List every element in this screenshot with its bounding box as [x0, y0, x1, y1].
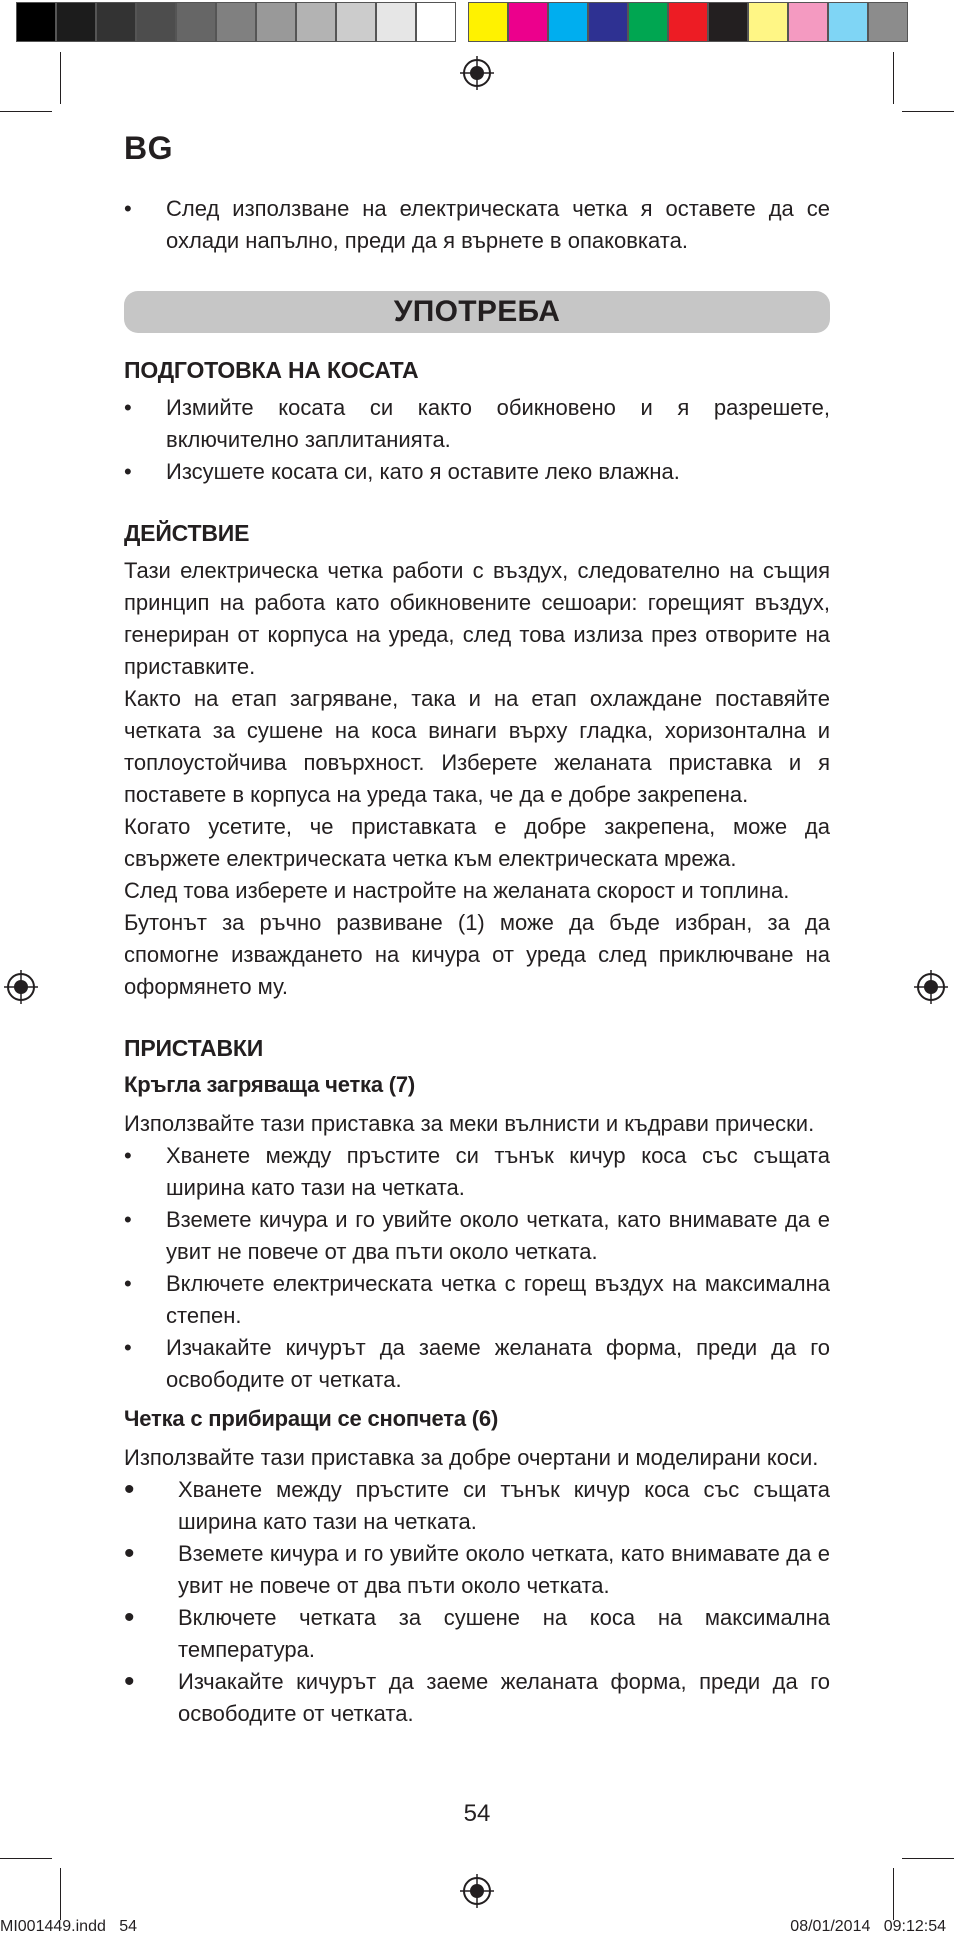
round-brush-list [124, 1140, 830, 1396]
gray-swatch [336, 2, 376, 42]
list-item: • След използване на електрическата четка я оставете да се охлади напълно, преди да я върнете в опаковката. [124, 193, 830, 257]
crop-mark [0, 1858, 52, 1859]
gray-swatch [256, 2, 296, 42]
list-item: • Включете четката за сушене на коса на максимална температура. [124, 1602, 830, 1666]
round-brush-title: Кръгла загряваща четка (7) [124, 1072, 416, 1097]
list-item: • Измийте косата си както обикновено и я разрешете, включително заплитанията. [124, 392, 830, 456]
language-code: BG [124, 130, 173, 166]
color-swatch [468, 2, 508, 42]
list-item: • Хванете между пръстите си тънък кичур коса със същата ширина като тази на четката. [124, 1140, 830, 1204]
gray-swatch [16, 2, 56, 42]
gray-swatch [416, 2, 456, 42]
operation-paragraph: Когато усетите, че приставката е добре закрепена, може да свържете електрическата четка към електрическата мрежа. [124, 814, 830, 871]
color-swatch [828, 2, 868, 42]
registration-mark-icon [914, 970, 948, 1004]
color-swatch [748, 2, 788, 42]
gray-swatch [96, 2, 136, 42]
retractable-brush-title: Четка с прибиращи се снопчета (6) [124, 1406, 499, 1431]
retractable-brush-intro: Използвайте тази приставка за добре очертани и моделирани коси. [124, 1445, 819, 1470]
list-item: • Изчакайте кичурът да заеме желаната форма, преди да го освободите от четката. [124, 1666, 830, 1730]
registration-mark-icon [460, 1874, 494, 1908]
file-slug: MI001449.indd 54 [0, 1918, 137, 1935]
gray-swatch [56, 2, 96, 42]
hair-prep-heading: ПОДГОТОВКА НА КОСАТА [124, 357, 419, 383]
gray-swatch [136, 2, 176, 42]
round-brush-intro: Използвайте тази приставка за меки вълнисти и къдрави прически. [124, 1111, 815, 1136]
operation-paragraph: Тази електрическа четка работи с въздух, следователно на същия принцип на работа като обикновените сешоари: горещият въздух, генериран от корпуса на уреда, след това излиза през отворите на приставките. [124, 558, 830, 679]
crop-mark [902, 111, 954, 112]
color-swatch [628, 2, 668, 42]
gray-swatch [296, 2, 336, 42]
operation-paragraph: След това изберете и настройте на желаната скорост и топлина. [124, 878, 790, 903]
crop-mark [902, 1858, 954, 1859]
list-item: • Хванете между пръстите си тънък кичур коса със същата ширина като тази на четката. [124, 1474, 830, 1538]
operation-paragraph: Бутонът за ръчно развиване (1) може да бъде избран, за да спомогне изваждането на кичура от уреда след приключване на оформянето му. [124, 910, 830, 999]
color-swatch [668, 2, 708, 42]
list-item: • Вземете кичура и го увийте около четката, като внимавате да е увит не повече от два пъти около четката. [124, 1538, 830, 1602]
section-title: УПОТРЕБА [393, 295, 561, 328]
operation-paragraph: Както на етап загряване, така и на етап охлаждане поставяйте четката за сушене на коса винаги върху гладка, хоризонтална и топлоустойчива повърхност. Изберете желаната приставка и я поставете в корпуса на уреда така, че да е добре закрепена. [124, 686, 830, 807]
crop-mark [893, 1868, 894, 1920]
color-swatch [788, 2, 828, 42]
page-number: 54 [463, 1800, 491, 1827]
crop-mark [893, 52, 894, 104]
list-item: • Вземете кичура и го увийте около четката, като внимавате да е увит не повече от два пъти около четката. [124, 1204, 830, 1268]
color-calibration-bar [16, 2, 908, 42]
section-title-bar [124, 291, 830, 333]
attachments-heading: ПРИСТАВКИ [124, 1035, 264, 1061]
crop-mark [60, 52, 61, 104]
list-item: • Изчакайте кичурът да заеме желаната форма, преди да го освободите от четката. [124, 1332, 830, 1396]
crop-mark [60, 1868, 61, 1920]
page-content [124, 130, 830, 1730]
color-swatch [868, 2, 908, 42]
gray-swatch [376, 2, 416, 42]
color-swatch [508, 2, 548, 42]
gray-swatch [216, 2, 256, 42]
registration-mark-icon [4, 970, 38, 1004]
list-item: • Включете електрическата четка с горещ въздух на максимална степен. [124, 1268, 830, 1332]
color-swatch [708, 2, 748, 42]
color-swatch [588, 2, 628, 42]
list-item: • Изсушете косата си, като я оставите леко влажна. [124, 456, 830, 488]
operation-heading: ДЕЙСТВИЕ [124, 520, 250, 546]
crop-mark [0, 111, 52, 112]
registration-mark-icon [460, 56, 494, 90]
intro-bullet-list [124, 193, 830, 257]
color-swatch [548, 2, 588, 42]
retractable-brush-list [124, 1474, 830, 1730]
datetime-slug: 08/01/2014 09:12:54 [790, 1918, 946, 1935]
hair-prep-list [124, 392, 830, 488]
gray-swatch [176, 2, 216, 42]
